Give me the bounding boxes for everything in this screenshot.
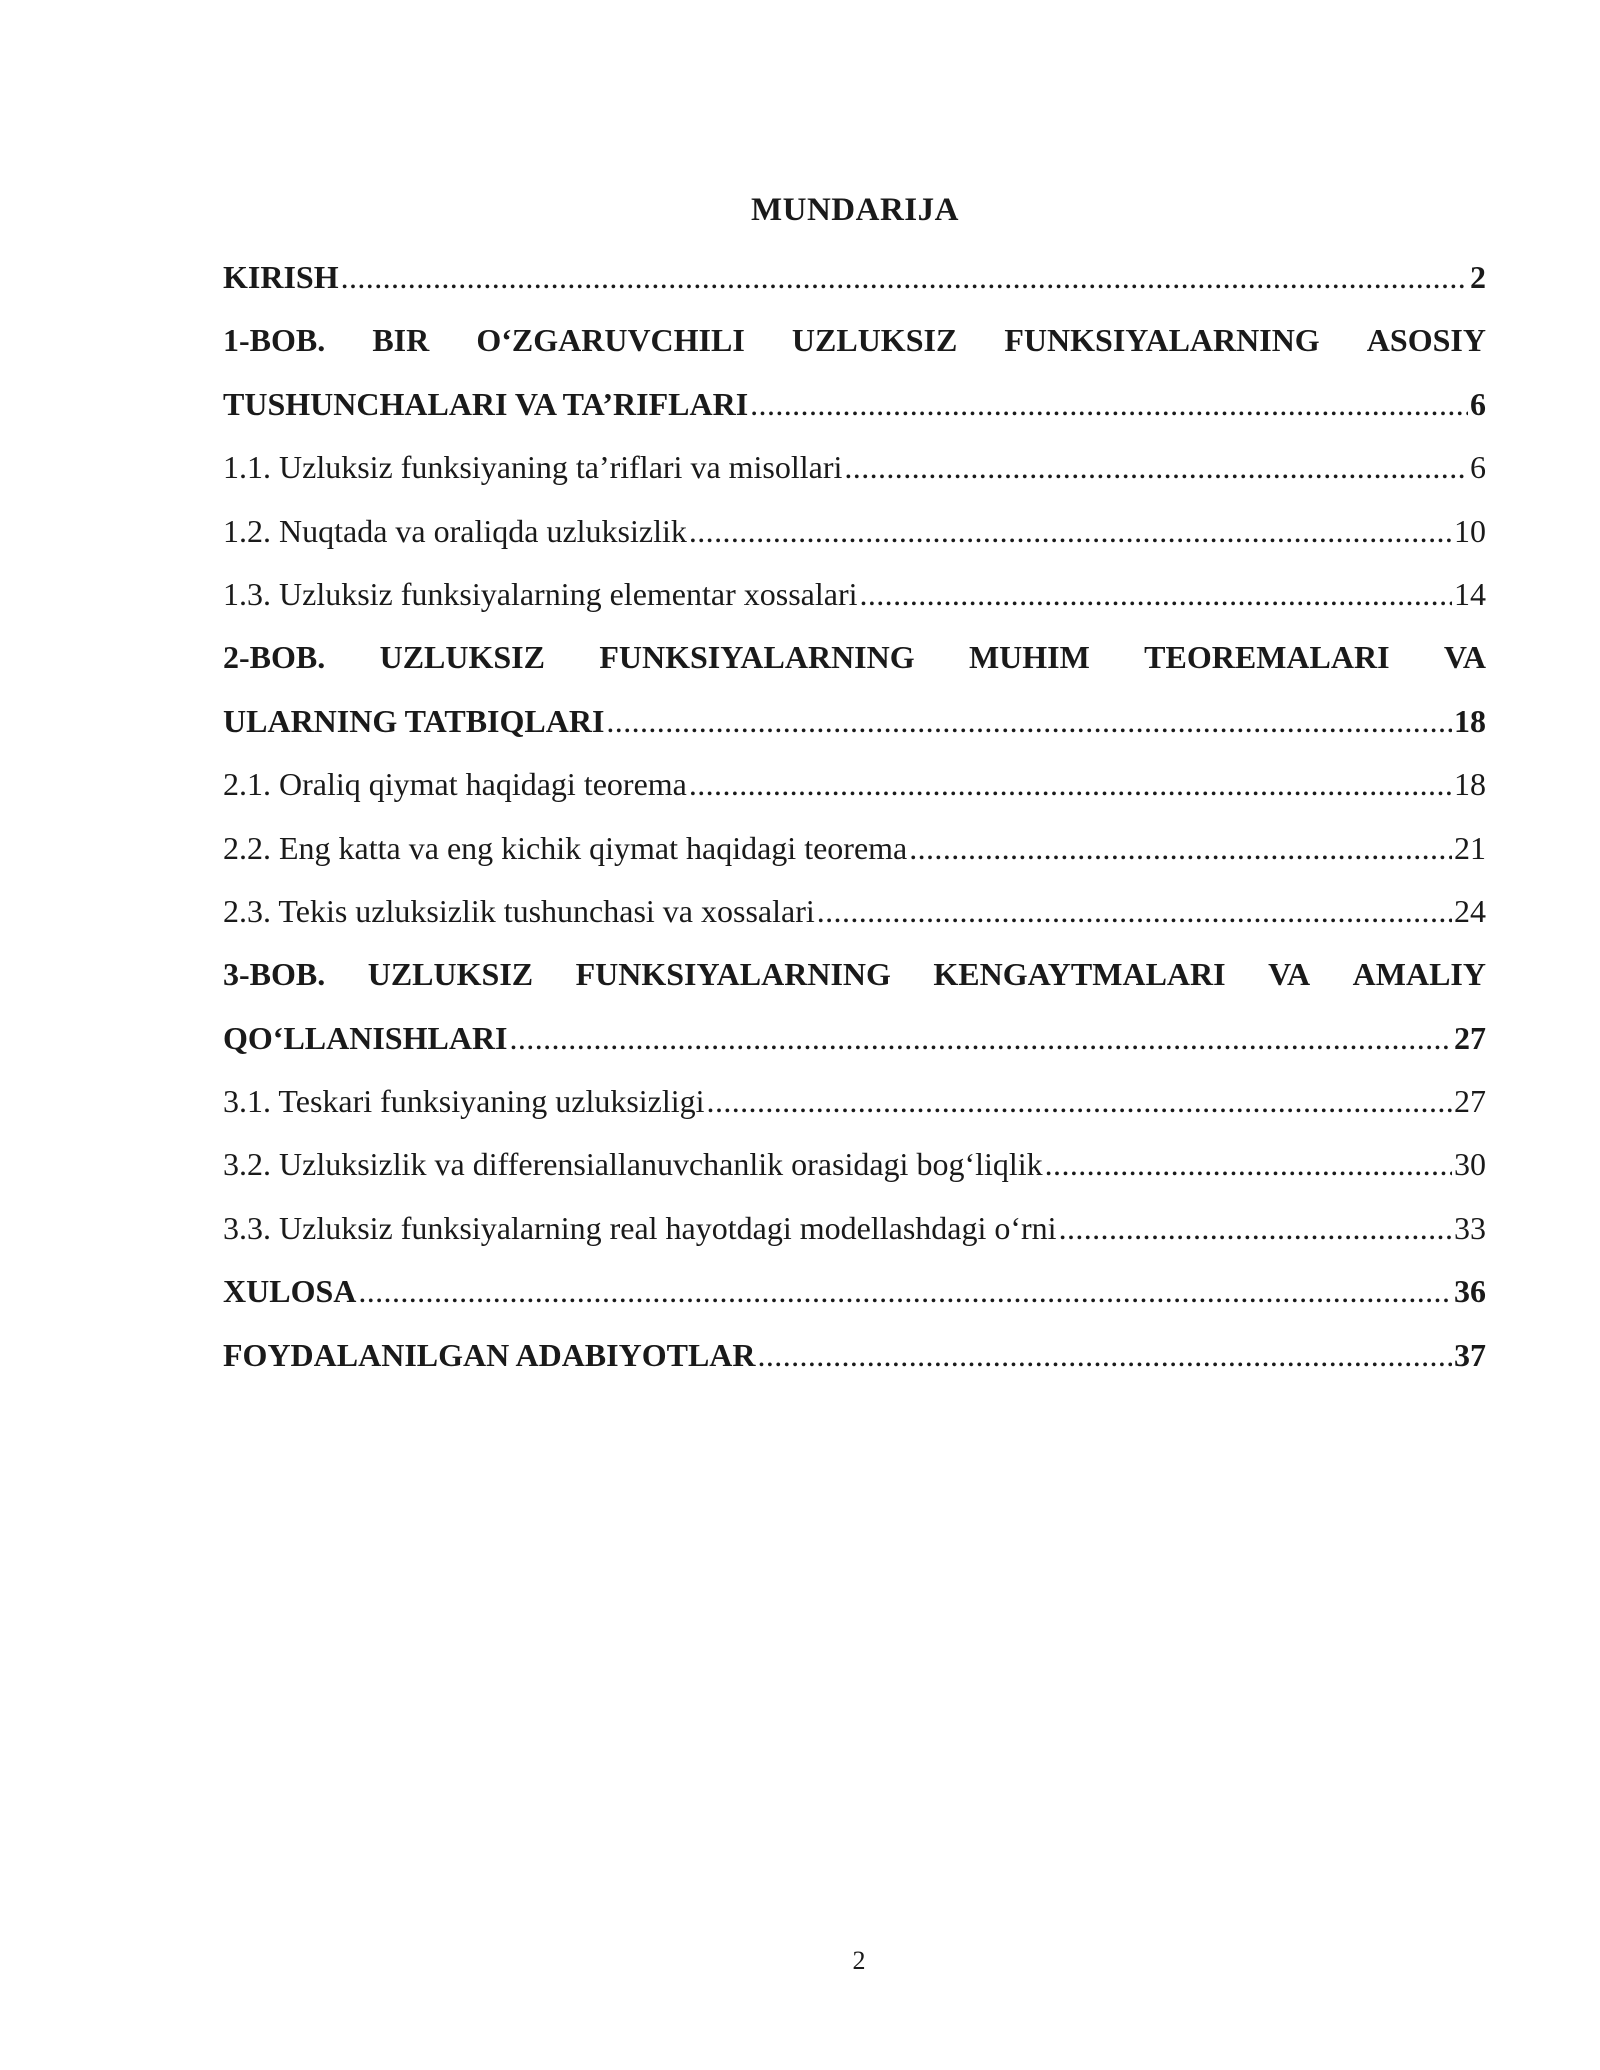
toc-leader-dots: [859, 563, 1452, 626]
toc-entry-2-3[interactable]: [223, 880, 1486, 943]
toc-entry-bob2-line1[interactable]: [223, 626, 1486, 689]
toc-word: TEOREMALARI: [1144, 639, 1390, 676]
toc-leader-dots: [689, 753, 1452, 816]
toc-entry-bob3-line2[interactable]: [223, 1007, 1486, 1070]
toc-entry-kirish[interactable]: [223, 246, 1486, 309]
toc-entry-page: 27: [1454, 1083, 1486, 1120]
page-number: 2: [852, 1946, 866, 1975]
toc-entry-3-3[interactable]: [223, 1197, 1486, 1260]
toc-word: UZLUKSIZ: [791, 322, 958, 359]
toc-entry-2-2[interactable]: [223, 817, 1486, 880]
toc-leader-dots: [689, 500, 1452, 563]
toc-entry-adabiyotlar[interactable]: [223, 1324, 1486, 1387]
toc-word: O‘ZGARUVCHILI: [476, 322, 745, 359]
toc-leader-dots: [606, 690, 1452, 753]
toc-entry-text: KIRISH: [223, 259, 339, 295]
toc-entry-text: 1.1. Uzluksiz funksiyaning ta’riflari va misollari: [223, 449, 843, 486]
toc-leader-dots: [1045, 1133, 1452, 1196]
toc-leader-dots: [1059, 1197, 1452, 1260]
toc-leader-dots: [341, 246, 1468, 309]
toc-word: VA: [1268, 956, 1311, 993]
toc-entry-1-1[interactable]: [223, 436, 1486, 499]
toc-entry-page: 6: [1470, 385, 1486, 422]
toc-title: MUNDARIJA: [751, 192, 959, 228]
toc-word: UZLUKSIZ: [367, 956, 534, 993]
toc-entry-page: 37: [1454, 1336, 1486, 1373]
toc-entry-bob1-line1[interactable]: [223, 309, 1486, 372]
toc-word: VA: [1443, 639, 1486, 676]
toc-leader-dots: [817, 880, 1452, 943]
toc-entry-text: ULARNING TATBIQLARI: [223, 702, 605, 739]
toc-entry-text: 2.1. Oraliq qiymat haqidagi teorema: [223, 766, 687, 803]
toc-word: FUNKSIYALARNING: [575, 956, 891, 993]
table-of-contents: [223, 246, 1486, 1387]
toc-entry-text: TUSHUNCHALARI VA TA’RIFLARI: [223, 385, 749, 422]
toc-word: FUNKSIYALARNING: [1004, 322, 1320, 359]
toc-entry-text: 1.3. Uzluksiz funksiyalarning elementar xossalari: [223, 575, 858, 612]
toc-entry-1-2[interactable]: [223, 500, 1486, 563]
toc-leader-dots: [750, 373, 1468, 436]
toc-word: 1-BOB.: [223, 322, 326, 359]
toc-leader-dots: [707, 1070, 1452, 1133]
toc-entry-page: 30: [1454, 1146, 1486, 1183]
toc-entry-page: 33: [1454, 1209, 1486, 1246]
toc-entry-3-2[interactable]: [223, 1133, 1486, 1196]
toc-word: BIR: [372, 322, 430, 359]
toc-entry-page: 27: [1454, 1019, 1486, 1056]
toc-entry-xulosa[interactable]: [223, 1260, 1486, 1323]
toc-word: FUNKSIYALARNING: [599, 639, 915, 676]
toc-word: 3-BOB.: [223, 956, 326, 993]
toc-entry-3-1[interactable]: [223, 1070, 1486, 1133]
toc-entry-page: 2: [1470, 259, 1486, 295]
toc-word: UZLUKSIZ: [379, 639, 545, 676]
toc-entry-text: 2.2. Eng katta va eng kichik qiymat haqidagi teorema: [223, 829, 908, 866]
toc-word: KENGAYTMALARI: [933, 956, 1226, 993]
toc-leader-dots: [510, 1007, 1453, 1070]
toc-word: 2-BOB.: [223, 639, 326, 676]
toc-word: MUHIM: [968, 639, 1090, 676]
toc-leader-dots: [909, 817, 1452, 880]
toc-entry-2-1[interactable]: [223, 753, 1486, 816]
toc-word: AMALIY: [1352, 956, 1486, 993]
toc-leader-dots: [844, 436, 1468, 499]
toc-entry-page: 14: [1454, 575, 1486, 612]
toc-entry-text: 3.2. Uzluksizlik va differensiallanuvchanlik orasidagi bog‘liqlik: [223, 1146, 1043, 1183]
toc-entry-page: 18: [1454, 702, 1486, 739]
toc-entry-1-3[interactable]: [223, 563, 1486, 626]
toc-entry-bob2-line2[interactable]: [223, 690, 1486, 753]
toc-entry-text: 2.3. Tekis uzluksizlik tushunchasi va xossalari: [223, 892, 815, 929]
toc-leader-dots: [358, 1260, 1452, 1323]
toc-entry-page: 21: [1454, 829, 1486, 866]
toc-entry-page: 10: [1454, 512, 1486, 549]
toc-entry-text: XULOSA: [223, 1273, 357, 1310]
toc-entry-text: 1.2. Nuqtada va oraliqda uzluksizlik: [223, 512, 687, 549]
toc-entry-bob3-line1[interactable]: [223, 943, 1486, 1006]
toc-entry-text: 3.3. Uzluksiz funksiyalarning real hayotdagi modellashdagi o‘rni: [223, 1209, 1057, 1246]
toc-entry-text: QO‘LLANISHLARI: [223, 1019, 508, 1056]
toc-word: ASOSIY: [1366, 322, 1486, 359]
toc-entry-page: 24: [1454, 892, 1486, 929]
toc-entry-text: 3.1. Teskari funksiyaning uzluksizligi: [223, 1083, 705, 1120]
toc-entry-page: 18: [1454, 766, 1486, 803]
toc-entry-bob1-line2[interactable]: [223, 373, 1486, 436]
toc-entry-page: 36: [1454, 1273, 1486, 1310]
toc-leader-dots: [758, 1324, 1453, 1387]
toc-entry-text: FOYDALANILGAN ADABIYOTLAR: [223, 1336, 756, 1373]
toc-entry-page: 6: [1470, 449, 1486, 486]
